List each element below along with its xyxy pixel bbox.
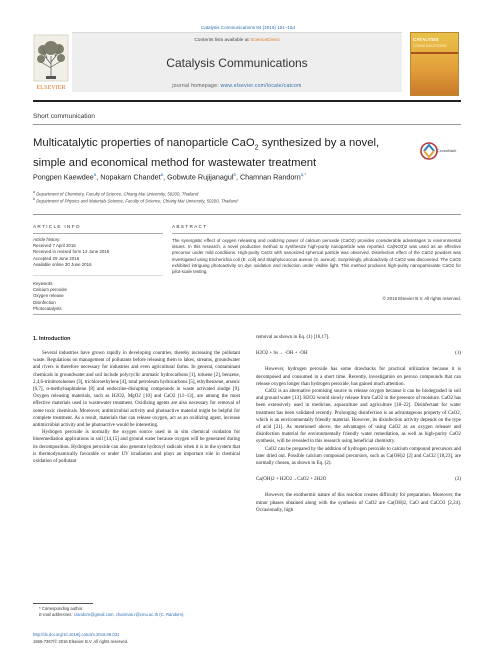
keywords-label: Keywords: xyxy=(33,281,54,286)
author-affiliation-marker: a xyxy=(93,172,97,177)
equation-1 xyxy=(256,350,461,357)
publisher-wordmark: ELSEVIER xyxy=(36,84,66,91)
elsevier-tree-logo[interactable] xyxy=(33,34,69,92)
affiliation-a-text: Department of Chemistry, Faculty of Science, Chiang Mai University, 50200, Thailand xyxy=(36,191,199,197)
abstract-divider xyxy=(172,233,461,234)
author-affiliation-marker: a,* xyxy=(300,172,307,177)
title-part2: synthesized by a novel, simple and economical method for wastewater treatment xyxy=(33,137,380,169)
contents-availability xyxy=(72,38,402,43)
equation-1-formula: H2O2 + hν→ ·OH + ·OH xyxy=(256,351,308,357)
keyword: Photocatalysts xyxy=(33,305,62,311)
history-divider xyxy=(33,275,163,276)
article-type-divider xyxy=(33,124,461,125)
body-paragraph-continued: removal as shown in Eq. (1) [16,17]. xyxy=(256,335,330,340)
author-name[interactable]: Chamnan Randorn xyxy=(239,172,301,182)
affiliation-divider xyxy=(33,214,461,215)
author-name[interactable]: Nopakarn Chandet xyxy=(100,172,161,182)
section-heading-introduction: 1. Introduction xyxy=(33,336,71,342)
journal-name[interactable]: Catalysis Communications xyxy=(166,56,308,70)
right-column xyxy=(256,334,461,514)
left-column xyxy=(33,350,240,465)
article-info-heading: ARTICLE INFO xyxy=(33,224,81,229)
author-name[interactable]: Pongpen Kaewdee xyxy=(33,172,94,182)
issn-copyright: 1566-7367/© 2016 Elsevier B.V. All rights reserved. xyxy=(33,639,129,644)
history-online: Available online 30 June 2016 xyxy=(33,261,92,267)
author-affiliation-marker: b xyxy=(233,172,236,177)
abstract-text: The synergistic effect of oxygen releasing and oxidizing power of calcium peroxide (CaO2) provides considerable advantages to environmental issues. In this research, a novel productive method to synthesize high-purity nanoparticle was reported. Ca(NO3)2 was used as an effective precursor under mild conditions. High-purity CaO2 with nanosized spherical particle was observed. Disinfection effect of the CaO2 powders was investigated using Escherichia coli (E. coli) and Staphylococcus aureus (S. aureus). Surprisingly, photoactivity of CaO2 was discovered. The CaO2 exhibited intriguing photoactivity on dye oxidation and reduction under visible light. This method produces high-purity nanoparticulate CaO2 for pilot-scale testing. xyxy=(172,238,461,275)
contents-prefix: Contents lists available at xyxy=(194,38,251,43)
journal-citation[interactable]: Catalysis Communications 84 (2016) 151–154 xyxy=(200,25,296,30)
abstract-bottom-divider xyxy=(33,314,461,315)
abstract-copyright: © 2016 Elsevier B.V. All rights reserved. xyxy=(382,296,461,301)
article-type: Short communication xyxy=(33,113,95,120)
history-revised: Received in revised form 12 June 2016 xyxy=(33,249,110,255)
email-line xyxy=(33,612,240,618)
affiliation-a xyxy=(33,190,198,196)
author-name[interactable]: Gobwute Rujijanagul xyxy=(167,172,234,182)
affiliation-b-marker: b xyxy=(33,197,35,201)
homepage-prefix: journal homepage: xyxy=(172,83,221,89)
header-divider xyxy=(33,100,461,102)
article-info-divider xyxy=(33,233,163,234)
history-received: Received 7 April 2016 xyxy=(33,243,76,249)
keywords-block xyxy=(33,281,163,312)
cover-title: CATALYSIS xyxy=(413,37,439,42)
title-part1: Multicatalytic properties of nanoparticle CaO xyxy=(33,137,255,149)
body-paragraph: However, hydrogen peroxide has some drawbacks for practical utilization because it is decomposed and consumed in a short time. Recently, investigation on peroxo compounds that can release oxygen longer than hydrogen peroxide, has gained much attention. xyxy=(256,367,461,387)
affiliation-b-text: Department of Physics and Materials Science, Faculty of Science, Chiang Mai University, 50200, Thailand xyxy=(36,198,238,204)
body-paragraph: CaO2 is an alternative promising source to release oxygen because it can be biodegraded in soil and ground water [13]. H2O2 would slowly release from CaO2 in the presence of moisture. CaO2 has been extensively used in medicine, aquaculture and agriculture [18–22]. Disinfectant for water treatment has been validated recently. Prolonging disinfection is an advantageous property of CaO2, which is an environmentally friendly material. However, its disinfection activity depends on the type of acid [21]. As mentioned above, the advantages of using CaO2 as an oxygen releaser and disinfection material for environmentally friendly water remediation, as well as high-purity CaO2 synthesis, will be revealed in this research using beneficial chemistry. xyxy=(256,389,461,445)
doi-link[interactable]: http://dx.doi.org/10.1016/j.catcom.2016.06.031 xyxy=(33,632,120,637)
corresponding-author-label: * Corresponding author. xyxy=(39,606,84,611)
sciencedirect-link[interactable]: ScienceDirect xyxy=(250,38,280,43)
affiliation-a-marker: a xyxy=(33,190,35,194)
email-label: E-mail addresses: xyxy=(39,612,73,617)
article-history xyxy=(33,237,163,268)
title-subscript: 2 xyxy=(254,144,259,152)
equation-1-number: (1) xyxy=(455,351,461,357)
body-paragraph: However, the exothermic nature of this reaction creates difficulty for preparation. Moreover, the minor phases obtained along with the synthesis of CaO2 are Ca(OH)2, CaO and CaCO3 [2,24]. Occasionally, high xyxy=(256,493,461,513)
equation-2 xyxy=(256,476,461,483)
history-label: Article history: xyxy=(33,237,61,242)
author-affiliation-marker: a xyxy=(160,172,164,177)
author-list: Pongpen Kaewdee$^a$, Nopakarn Chandet$^a$, Gobwute Rujijanagul$^b$, Chamnan Randorn$^{a,*}$ xyxy=(33,172,307,182)
crossmark-label[interactable]: CrossMark xyxy=(437,148,457,153)
abstract-heading: ABSTRACT xyxy=(172,224,208,229)
keyword: Calcium peroxide xyxy=(33,287,67,293)
article-title xyxy=(33,136,395,170)
body-paragraph: Several industries have grown rapidly in developing countries, thereby increasing the pollutant waste. Regulations on management of pollutants before releasing them to lakes, streams, groundwater and rivers is therefore necessary for industries and even agricultural farms. In general, contaminant chemicals in groundwater and soil include polycyclic aromatic hydrocarbons [1], toluene [2], benzene, 2,4,6-trinitrotoluenes [3], trichloroethylene [4], total petroleum hydrocarbons [5], ethylbenzene, arsenic [6,7], α-methylnaphtalene [8] and endocrine-disrupting compounds in waste activated sludge [9]. Oxygen releasing materials, such as H2O2, MgO2 [10] and CaO2 [11–13], are among the most effective materials used in wastewater treatment. Oxidizing agents are also necessary for removal of some toxic chemicals. Moreover, antimicrobial activity and photoactive material might be helpful for complete treatment. As a result, materials that can release oxygen, act as an oxidizing agent, increase antimicrobial activity and be photoactive would be interesting. xyxy=(33,351,241,429)
history-accepted: Accepted 29 June 2016 xyxy=(33,255,80,261)
cover-subtitle: COMMUNICATIONS xyxy=(413,44,447,48)
affiliation-b xyxy=(33,197,237,203)
corresponding-author-footnote xyxy=(33,606,240,618)
equation-2-number: (2) xyxy=(455,477,461,483)
body-paragraph: CaO2 can be prepared by the addition of hydrogen peroxide to calcium compound precursors and later dried out. Possible calcium compound precursors, such as Ca(OH)2 [2] and CaCl2 [18,23], are normally chosen, as shown in Eq. (2). xyxy=(256,446,461,467)
footnote-divider xyxy=(33,603,93,604)
email-addresses[interactable]: crandorn@gmail.com, chamnan.r@cmu.ac.th (C. Randorn). xyxy=(73,612,185,617)
keyword: Disinfection xyxy=(33,299,56,305)
homepage-link[interactable]: www.elsevier.com/locate/catcom xyxy=(220,83,302,89)
keyword: Oxygen release xyxy=(33,293,64,299)
body-paragraph: Hydrogen peroxide is normally the oxygen source used in in situ chemical oxidation for bioremediation applications in soil [14,15] and ground water because oxygen will be generated during its decomposition. Hydrogen peroxide can also generate hydroxyl radicals when it is in the system that is thermodynamically favorable or under UV irradiation and plays an important role in chemical oxidation of pollutant xyxy=(33,430,240,465)
cover-band xyxy=(411,52,458,54)
equation-2-formula: Ca(OH)2 + H2O2→CaO2 + 2H2O xyxy=(256,477,327,483)
journal-homepage xyxy=(72,83,402,89)
